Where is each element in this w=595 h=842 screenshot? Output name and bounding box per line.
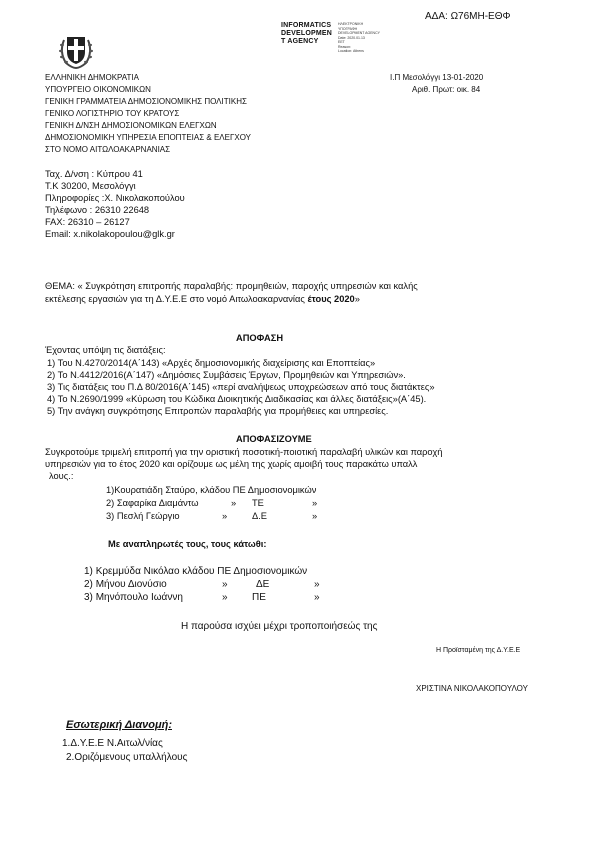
logo-small-6: Reason: <box>338 44 352 49</box>
logo-line-2: DEVELOPMEN <box>281 30 333 37</box>
date-line: Ι.Π Μεσολόγγι 13-01-2020 <box>390 73 484 82</box>
issuer-line: ΓΕΝΙΚΗ ΓΡΑΜΜΑΤΕΙΑ ΔΗΜΟΣΙΟΝΟΜΙΚΗΣ ΠΟΛΙΤΙΚΗΣ <box>45 97 247 106</box>
provision-item: 3) Τις διατάξεις του Π.Δ 80/2016(Α΄145) «περί αναλήψεως υποχρεώσεων από τους διατάκτες» <box>47 382 435 392</box>
contact-info-person: Πληροφορίες :Χ. Νικολακοπούλου <box>45 193 185 203</box>
issuer-line: ΓΕΝΙΚΗ Δ/ΝΣΗ ΔΗΜΟΣΙΟΝΟΜΙΚΩΝ ΕΛΕΓΧΩΝ <box>45 121 217 130</box>
provision-item: 5) Την ανάγκη συγκρότησης Επιτροπών παραλαβής για προμήθειες και υπηρεσίες. <box>47 406 389 416</box>
issuer-line: ΥΠΟΥΡΓΕΙΟ ΟΙΚΟΝΟΜΙΚΩΝ <box>45 85 151 94</box>
distribution-heading: Εσωτερική Διανομή: <box>66 719 172 731</box>
alternate-row <box>84 591 183 604</box>
distribution-item: 1.Δ.Υ.Ε.Ε Ν.Αιτωλ/νίας <box>62 738 163 749</box>
contact-email: Email: x.nikolakopoulou@glk.gr <box>45 229 175 239</box>
distribution-item: 2.Οριζόμενους υπαλλήλους <box>66 752 188 763</box>
member-category: ΤΕ <box>252 498 264 508</box>
alternate-num: 1) <box>84 566 93 577</box>
validity-statement: Η παρούσα ισχύει μέχρι τροποποιήσεώς της <box>181 621 378 632</box>
alternate-row <box>84 565 307 578</box>
coat-of-arms-icon <box>56 30 96 70</box>
alternates-heading: Με αναπληρωτές τους, τους κάτωθι: <box>108 539 267 549</box>
member-row <box>106 484 316 496</box>
alternate-category: ΔΕ <box>256 579 270 590</box>
logo-small-1: ΗΛΕΚΤΡΟΝΙΚΗ <box>338 22 364 26</box>
member-category: Δ.Ε <box>252 511 267 521</box>
alternate-ditto: » <box>314 579 320 590</box>
resolution-heading: ΑΠΟΦΑΣΙΖΟΥΜΕ <box>236 434 312 444</box>
contact-block <box>45 168 185 240</box>
subject-year: έτους 2020 <box>307 294 355 304</box>
provisions-list <box>47 357 435 417</box>
resolution-line: Συγκροτούμε τριμελή επιτροπή για την οριστική ποσοτική-ποιοτική παραλαβή υλικών και παροχή <box>45 447 443 457</box>
decision-heading: ΑΠΟΦΑΣΗ <box>236 333 284 343</box>
subject-line-2 <box>45 293 360 305</box>
member-num: 3) <box>106 511 115 521</box>
issuer-line: ΓΕΝΙΚΟ ΛΟΓΙΣΤΗΡΙΟ ΤΟΥ ΚΡΑΤΟΥΣ <box>45 109 180 118</box>
member-name: Σαφαρίκα Διαμάντω <box>116 498 199 508</box>
provision-item: 1) Του Ν.4270/2014(Α΄143) «Αρχές δημοσιονομικής διαχείρισης και Εποπτείας» <box>47 358 376 368</box>
resolution-line: υπηρεσιών για το έτος 2020 και ορίζουμε ως μέλη της χωρίς αμοιβή τους παρακάτω υπαλλ <box>45 459 418 469</box>
protocol-number: Αριθ. Πρωτ: οικ. 84 <box>412 85 481 94</box>
member-row <box>106 510 180 522</box>
contact-postcode: Τ.Κ 30200, Μεσολόγγι <box>45 181 136 191</box>
member-name: Κουρατιάδη Σταύρο, κλάδου ΠΕ Δημοσιονομικών <box>114 485 317 495</box>
alternate-name: Κρεμμύδα Νικόλαο κλάδου ΠΕ Δημοσιονομικών <box>95 566 308 577</box>
member-num: 1) <box>106 485 115 495</box>
logo-line-3: T AGENCY <box>281 38 319 45</box>
signatory-role: Η Προϊσταμένη της Δ.Υ.Ε.Ε <box>436 647 521 654</box>
alternate-category: ΠΕ <box>252 592 266 603</box>
issuer-line: ΕΛΛΗΝΙΚΗ ΔΗΜΟΚΡΑΤΙΑ <box>45 73 139 82</box>
member-name: Πεσλή Γεώργιο <box>116 511 180 521</box>
alternate-ditto: » <box>222 579 228 590</box>
alternate-num: 2) <box>84 579 93 590</box>
logo-small-5: EET <box>338 40 345 44</box>
contact-phone: Τηλέφωνο : 26310 22648 <box>45 205 150 215</box>
member-row <box>106 497 199 509</box>
signature-logo <box>281 22 406 52</box>
subject-close: » <box>354 294 360 304</box>
logo-line-1: INFORMATICS <box>281 22 332 29</box>
member-ditto: » <box>231 498 237 508</box>
alternate-num: 3) <box>84 592 93 603</box>
contact-address: Ταχ. Δ/νση : Κύπρου 41 <box>45 169 143 179</box>
member-num: 2) <box>106 498 115 508</box>
decision-intro: Έχοντας υπόψη τις διατάξεις: <box>45 345 166 355</box>
member-ditto: » <box>222 511 228 521</box>
subject-text: εκτέλεσης εργασιών για τη Δ.Υ.Ε.Ε στο νομό Αιτωλοακαρνανίας <box>45 294 308 304</box>
logo-small-4: Date: 2020.01.13 <box>338 35 365 40</box>
resolution-line: λους.: <box>49 471 74 481</box>
contact-fax: FAX: 26310 – 26127 <box>45 217 130 227</box>
resolution-paragraph <box>45 446 442 482</box>
issuer-line: ΣΤΟ ΝΟΜΟ ΑΙΤΩΛΟΑΚΑΡΝΑΝΙΑΣ <box>45 145 171 154</box>
alternate-ditto: » <box>314 592 320 603</box>
alternate-ditto: » <box>222 592 228 603</box>
alternate-name: Μηνόπουλο Ιωάννη <box>95 592 183 603</box>
subject-line-1: ΘΕΜΑ: « Συγκρότηση επιτροπής παραλαβής: προμηθειών, παροχής υπηρεσιών και καλής <box>45 281 418 291</box>
logo-small-2: ΥΠΟΓΡΑΦΗ <box>338 26 358 31</box>
issuer-block <box>45 72 251 156</box>
ada-number: ΑΔΑ: Ω76ΜΗ-ΕΘΦ <box>425 11 511 22</box>
logo-small-7: Location: Athens <box>338 49 364 53</box>
provision-item: 4) Το Ν.2690/1999 «Κύρωση του Κώδικα Διοικητικής Διαδικασίας και άλλες διατάξεις»(Α΄45). <box>47 394 427 404</box>
logo-small-3: DEVELOPMENT AGENCY <box>338 31 380 35</box>
provision-item: 2) Το Ν.4412/2016(Α΄147) «Δημόσιες Συμβάσεις Έργων, Προμηθειών και Υπηρεσιών». <box>47 370 406 380</box>
alternate-row <box>84 578 167 591</box>
alternate-name: Μήνου Διονύσιο <box>95 579 167 590</box>
member-ditto: » <box>312 511 318 521</box>
issuer-line: ΔΗΜΟΣΙΟΝΟΜΙΚΗ ΥΠΗΡΕΣΙΑ ΕΠΟΠΤΕΙΑΣ & ΕΛΕΓΧΟΥ <box>45 133 252 142</box>
signatory-name: ΧΡΙΣΤΙΝΑ ΝΙΚΟΛΑΚΟΠΟΥΛΟΥ <box>416 684 528 693</box>
member-ditto: » <box>312 498 318 508</box>
